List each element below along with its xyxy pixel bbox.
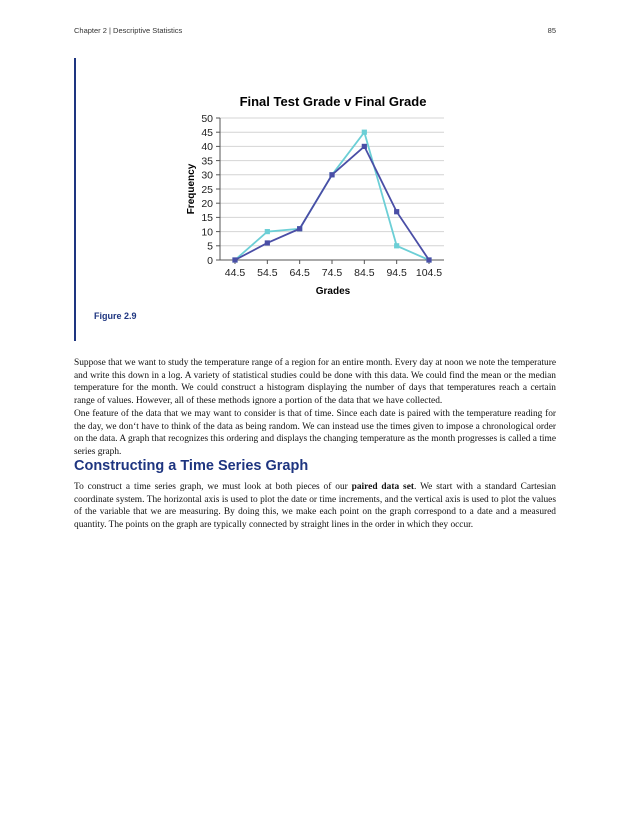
y-tick-label: 45 xyxy=(201,127,213,139)
data-point xyxy=(394,243,399,248)
y-tick-label: 25 xyxy=(201,183,213,196)
y-tick-label: 30 xyxy=(201,169,213,182)
y-tick-label: 5 xyxy=(207,240,213,253)
data-point xyxy=(426,257,431,262)
x-tick-label: 104.5 xyxy=(415,267,443,279)
y-tick-label: 15 xyxy=(201,212,213,225)
paired-data-set-term: paired data set xyxy=(351,482,414,492)
running-head xyxy=(74,26,556,38)
y-tick-label: 40 xyxy=(201,141,213,154)
line-chart xyxy=(160,84,460,304)
page-number: 85 xyxy=(547,26,556,35)
x-tick-label: 94.5 xyxy=(386,267,407,279)
data-point xyxy=(265,229,270,234)
y-tick-label: 10 xyxy=(201,226,213,239)
series-line xyxy=(235,132,429,260)
x-tick-label: 84.5 xyxy=(354,267,375,279)
chapter-title: Chapter 2 | Descriptive Statistics xyxy=(74,26,183,35)
data-point xyxy=(394,209,399,214)
x-tick-label: 64.5 xyxy=(289,267,310,279)
paragraph-3-text-after: . We start with a standard Cartesian coordinate system. The horizontal axis is used to plot the date or time increments, and the vertical axis is used to plot the values of the variable that we are measuring. By doing this, we make each point on the graph correspond to a date and a measured quantity. The points on the graph are typically connected by straight lines in the order in which they occur. xyxy=(74,482,556,530)
chart-title: Final Test Grade v Final Grade xyxy=(239,94,427,109)
paragraph-3 xyxy=(74,481,556,531)
y-axis-label: Frequency xyxy=(186,163,197,215)
figure-caption: Figure 2.9 xyxy=(94,311,137,321)
x-axis-label: Grades xyxy=(315,286,351,297)
paragraph-2: One feature of the data that we may want to consider is that of time. Since each date is paired with the temperature reading for the day, we don‘t have to think of the data as being random. We can instead use the times given to impose a chronological order on the data. A graph that recognizes this ordering and displays the changing temperature as the month progresses is called a time series graph. xyxy=(74,409,556,457)
y-tick-label: 35 xyxy=(201,155,213,168)
data-point xyxy=(232,257,237,262)
data-point xyxy=(362,144,367,149)
data-point xyxy=(297,226,302,231)
y-tick-label: 50 xyxy=(201,112,213,125)
y-tick-label: 20 xyxy=(201,198,213,210)
paragraph-1: Suppose that we want to study the temperature range of a region for an entire month. Every day at noon we note the temperature and write this down in a log. A variety of statistical studies could be done with this data. We could find the mean or the median temperature for the month. We could construct a histogram displaying the number of days that temperatures reach a certain range of values. However, all of these methods ignore a portion of the data that we have collected. xyxy=(74,358,556,406)
x-tick-label: 74.5 xyxy=(321,267,343,279)
data-point xyxy=(362,130,367,135)
figure-rule xyxy=(74,58,76,341)
series-0 xyxy=(232,130,431,263)
x-tick-label: 44.5 xyxy=(224,267,246,279)
y-tick-label: 0 xyxy=(207,254,213,267)
section-heading: Constructing a Time Series Graph xyxy=(74,458,309,474)
x-tick-label: 54.5 xyxy=(257,267,278,279)
data-point xyxy=(329,172,334,177)
paragraph-3-text-before: To construct a time series graph, we must look at both pieces of our xyxy=(74,482,352,492)
data-point xyxy=(265,240,270,245)
